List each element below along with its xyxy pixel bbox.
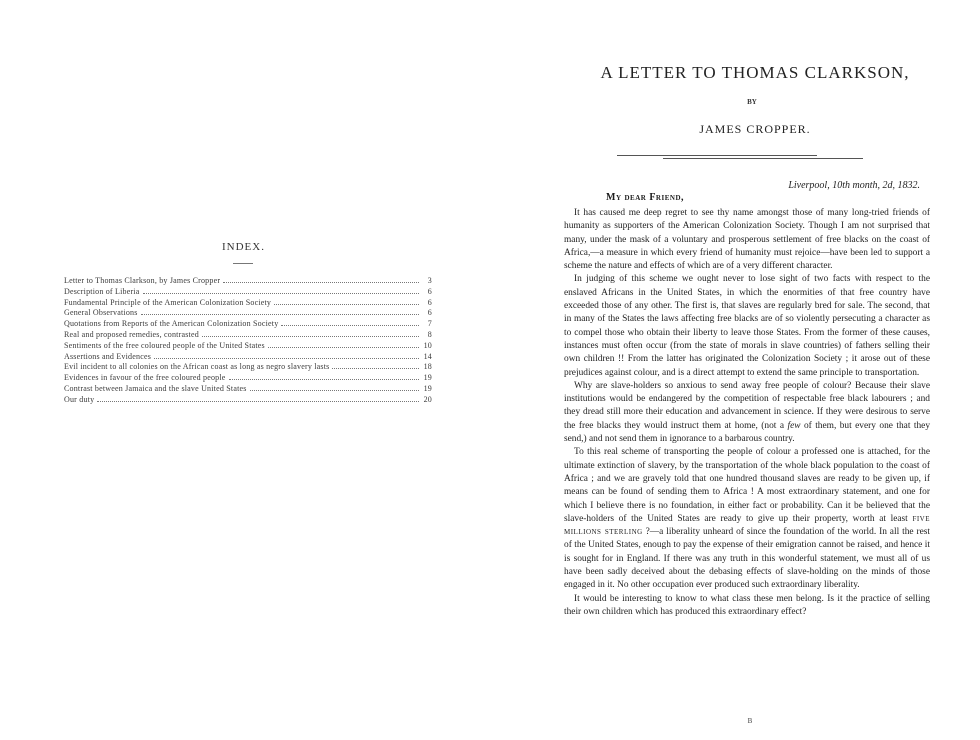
index-entry-page: 19: [423, 383, 432, 393]
index-entry: [64, 341, 432, 352]
index-entry-title: Assertions and Evidences: [64, 351, 152, 361]
index-entry-leader: [268, 347, 419, 348]
index-entry-leader: [229, 379, 419, 380]
index-entry-page: 8: [427, 329, 432, 339]
index-entry-leader: [223, 282, 419, 283]
letter-title: A LETTER TO THOMAS CLARKSON,: [600, 63, 910, 82]
salutation: My dear Friend,: [606, 192, 684, 203]
index-entry: [64, 276, 432, 287]
paragraph-3-end: of them, but every one that they send,) and not send them in ignorance to a barbarous country.: [564, 420, 931, 445]
index-entry-page: 19: [423, 373, 432, 383]
index-entry-title: General Observations: [64, 308, 138, 318]
index-entry-title: Our duty: [64, 394, 95, 404]
index-entry-page: 18: [423, 362, 432, 372]
paragraph-3-text: Why are slave-holders so anxious to send away free people of colour? Because their slave institutions would be endangered by the competition of respectable free black labourers ; and they dread still more their education and advancement in science. If they were desirous to serve the free blacks they would instruct them at home, (not a: [564, 380, 930, 431]
paragraph-3: [564, 380, 930, 446]
index-entry: [64, 352, 432, 363]
index-entry-title: Quotations from Reports of the American Colonization Society: [64, 319, 279, 329]
index-entry-page: 6: [427, 286, 432, 296]
index-entry-leader: [281, 325, 419, 326]
paragraph-4-amount: five millions sterling: [564, 513, 931, 538]
dateline-place: Liverpool,: [788, 180, 830, 191]
index-divider: [233, 263, 253, 264]
index-entry: [64, 330, 432, 341]
index-entry-title: Evil incident to all colonies on the African coast as long as negro slavery lasts: [64, 362, 330, 372]
paragraph-3-emphasis: few: [787, 420, 801, 431]
index-entry-page: 10: [423, 340, 432, 350]
index-list: [64, 276, 432, 406]
index-entry-title: Letter to Thomas Clarkson, by James Cropper: [64, 276, 221, 285]
letter-body: [564, 207, 930, 619]
index-entry-title: Fundamental Principle of the American Colonization Society: [64, 297, 272, 307]
index-entry: [64, 384, 432, 395]
index-entry-page: 6: [427, 297, 432, 307]
title-rule-top: [617, 155, 817, 156]
index-entry: [64, 395, 432, 406]
index-entry: [64, 308, 432, 319]
index-entry-leader: [202, 336, 419, 337]
index-entry: [64, 373, 432, 384]
index-entry-page: 20: [423, 394, 432, 404]
dateline-date: 10th month, 2d, 1832.: [832, 180, 920, 191]
index-entry-leader: [154, 358, 419, 359]
index-entry-leader: [97, 401, 419, 402]
index-entry-title: Contrast between Jamaica and the slave United States: [64, 383, 247, 393]
index-entry-page: 14: [423, 351, 432, 361]
index-entry-page: 6: [427, 308, 432, 318]
title-rule-bottom: [663, 158, 863, 159]
by-line: BY: [747, 98, 757, 106]
author-name: JAMES CROPPER.: [699, 122, 811, 136]
paragraph-5: It would be interesting to know to what class these men belong. Is it the practice of selling their own children which has produced this extraordinary effect?: [564, 593, 930, 617]
index-entry-leader: [143, 293, 420, 294]
paragraph-4: [564, 446, 930, 592]
index-entry: [64, 319, 432, 330]
index-entry: [64, 287, 432, 298]
index-entry-title: Description of Liberia: [64, 286, 140, 296]
index-entry-leader: [141, 314, 419, 315]
index-entry-title: Real and proposed remedies, contrasted: [64, 329, 199, 339]
index-entry-page: 3: [427, 276, 432, 285]
paragraph-1: It has caused me deep regret to see thy name amongst those of many long-tried friends of humanity as supporters of the American Colonization Society. Though I am not surprised that many, under the mask of a voluntary and prosperous settlement of free blacks on the coast of Africa,—a measure in which every friend of humanity must rejoice—have been led to support a scheme the nature and effects of which are of a very different character.: [564, 208, 930, 272]
index-entry-leader: [250, 390, 419, 391]
index-entry: [64, 298, 432, 309]
index-entry: [64, 362, 432, 373]
paragraph-4-end: ?—a liberality unheard of since the foundation of the world. In all the rest of the United States, enough to pay the expense of their emigration cannot be raised, and hence it is sought for in England. If there was any truth in this wonderful statement, we must all of us have been sadly deceived about the debasing effects of slave-holding on the minds of those engaged in it. No other occupation ever produced such extraordinary liberality.: [564, 527, 930, 591]
paragraph-2: In judging of this scheme we ought never to lose sight of two facts with respect to the enslaved Africans in the United States, in which the enormities of that free country have exceeded those of any other. The first is, that slaves are regularly bred for sale. The second, that in many of the States the laws affecting free blacks are of so violently persecuting a character as to compel those who obtain their liberty to leave those States. From the former of these causes, instances must often occur (from the state of morals in slave countries) of fathers selling their own children !! From the latter has originated the Colonization Society ; it arose out of these prejudices against colour, and is a direct attempt to extend the same principle to transportation.: [564, 274, 930, 378]
dateline: [680, 180, 920, 191]
index-heading: INDEX.: [222, 241, 265, 253]
index-entry-leader: [332, 368, 419, 369]
paragraph-4-text: To this real scheme of transporting the people of colour a professed one is attached, for the ultimate extinction of slavery, by the transportation of the whole black population to the coast of Africa ; and we are gravely told that one hundred thousand slaves are ready to be given up, if means can be found of sending them to Africa ! A most extraordinary statement, and one for which I believe there is no foundation, in either fact or probability. Can it be believed that the slave-holders of the United States are ready to give up their property, worth at least: [564, 447, 930, 524]
index-entry-page: 7: [427, 319, 432, 329]
index-entry-leader: [274, 304, 419, 305]
index-entry-title: Sentiments of the free coloured people of the United States: [64, 340, 265, 350]
index-entry-title: Evidences in favour of the free coloured people: [64, 373, 226, 383]
signature-mark: B: [747, 717, 753, 725]
letter-page: [490, 0, 980, 740]
